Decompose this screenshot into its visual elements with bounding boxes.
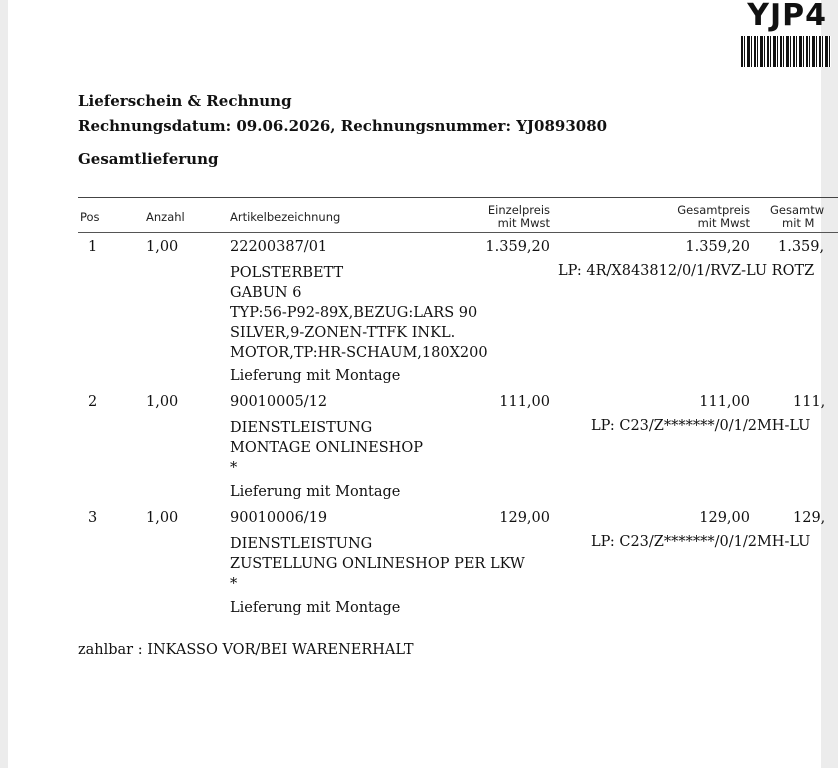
header-total2 xyxy=(770,204,824,230)
row-total2: 129, xyxy=(793,510,826,526)
row-pos: 2 xyxy=(88,394,98,410)
row-pos: 3 xyxy=(88,510,98,526)
row-qty: 1,00 xyxy=(146,510,179,526)
header-total-price-line1: Gesamtpreis xyxy=(677,203,750,217)
row-qty: 1,00 xyxy=(146,239,179,255)
row-unit-price: 129,00 xyxy=(499,510,550,526)
desc-line: TYP:56-P92-89X,BEZUG:LARS 90 xyxy=(230,305,478,321)
header-pos: Pos xyxy=(80,210,100,224)
invoice-info: Rechnungsdatum: 09.06.2026, Rechnungsnummer: YJ0893080 xyxy=(78,117,608,135)
row-unit-price: 1.359,20 xyxy=(485,239,550,255)
row-total-price: 111,00 xyxy=(699,394,750,410)
document-code: YJP4 xyxy=(747,0,827,33)
section-title: Gesamtlieferung xyxy=(78,150,219,168)
row-delivery: Lieferung mit Montage xyxy=(230,600,401,616)
desc-line: ZUSTELLUNG ONLINESHOP PER LKW xyxy=(230,556,525,572)
desc-line: SILVER,9-ZONEN-TTFK INKL. xyxy=(230,325,456,341)
header-total2-line1: Gesamtw xyxy=(770,203,825,217)
header-total2-line2: mit M xyxy=(782,216,815,230)
row-qty: 1,00 xyxy=(146,394,179,410)
row-lp: LP: C23/Z*******/0/1/2MH-LU xyxy=(591,534,811,550)
desc-line: * xyxy=(230,576,238,592)
row-lp: LP: 4R/X843812/0/1/RVZ-LU ROTZ xyxy=(558,263,815,279)
desc-line: * xyxy=(230,460,238,476)
row-description xyxy=(230,418,423,478)
table-top-rule xyxy=(78,197,838,198)
header-total-price xyxy=(620,204,750,230)
row-description xyxy=(230,534,525,594)
row-article-no: 90010005/12 xyxy=(230,394,328,410)
row-delivery: Lieferung mit Montage xyxy=(230,368,401,384)
desc-line: POLSTERBETT xyxy=(230,265,344,281)
row-unit-price: 111,00 xyxy=(499,394,550,410)
row-lp: LP: C23/Z*******/0/1/2MH-LU xyxy=(591,418,811,434)
row-pos: 1 xyxy=(88,239,98,255)
document-title: Lieferschein & Rechnung xyxy=(78,92,292,110)
row-total-price: 129,00 xyxy=(699,510,750,526)
desc-line: DIENSTLEISTUNG xyxy=(230,536,373,552)
header-unit-price xyxy=(450,204,550,230)
desc-line: GABUN 6 xyxy=(230,285,302,301)
row-total2: 111, xyxy=(793,394,826,410)
payment-terms: zahlbar : INKASSO VOR/BEI WARENERHALT xyxy=(78,642,414,658)
desc-line: MONTAGE ONLINESHOP xyxy=(230,440,423,456)
row-article-no: 22200387/01 xyxy=(230,239,328,255)
row-total2: 1.359, xyxy=(778,239,825,255)
header-unit-price-line2: mit Mwst xyxy=(497,216,550,230)
row-total-price: 1.359,20 xyxy=(685,239,750,255)
header-total-price-line2: mit Mwst xyxy=(697,216,750,230)
table-header-rule xyxy=(78,232,838,233)
desc-line: DIENSTLEISTUNG xyxy=(230,420,373,436)
header-qty: Anzahl xyxy=(146,210,185,224)
desc-line: MOTOR,TP:HR-SCHAUM,180X200 xyxy=(230,345,488,361)
row-description xyxy=(230,263,488,363)
header-article: Artikelbezeichnung xyxy=(230,210,341,224)
row-article-no: 90010006/19 xyxy=(230,510,328,526)
row-delivery: Lieferung mit Montage xyxy=(230,484,401,500)
header-unit-price-line1: Einzelpreis xyxy=(487,203,550,217)
barcode xyxy=(741,36,831,67)
document-page xyxy=(8,0,827,768)
